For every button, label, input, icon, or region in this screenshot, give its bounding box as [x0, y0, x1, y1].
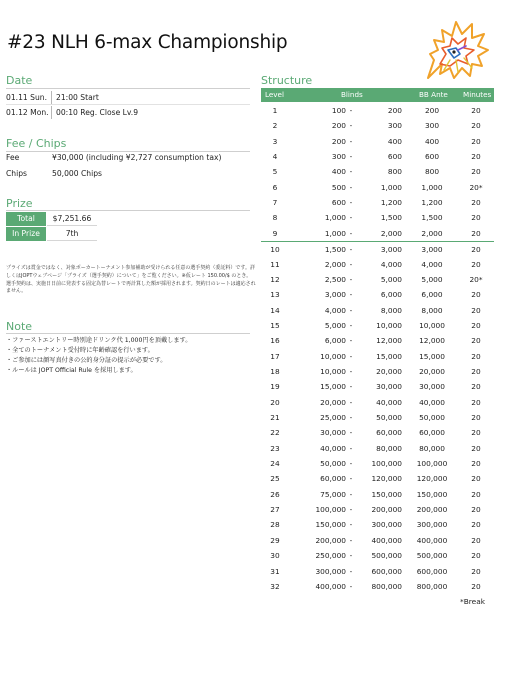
- minutes-cell: 20: [471, 566, 481, 576]
- big-blind-cell: 80,000: [376, 443, 402, 453]
- fee-heading: Fee / Chips: [6, 137, 67, 150]
- small-blind-cell: 75,000: [320, 489, 346, 499]
- flame-creature-logo: [420, 14, 492, 84]
- table-row: [261, 210, 494, 225]
- big-blind-cell: 200,000: [371, 505, 402, 515]
- blind-dash: -: [349, 245, 353, 255]
- table-row: [261, 287, 494, 302]
- minutes-cell: 20: [471, 382, 481, 392]
- bb-ante-cell: 50,000: [419, 413, 445, 422]
- small-blind-cell: 200,000: [315, 535, 346, 545]
- small-blind-cell: 5,000: [324, 320, 346, 330]
- small-blind-cell: 400,000: [315, 581, 346, 591]
- level-cell: 21: [270, 413, 280, 422]
- small-blind-cell: 300: [331, 152, 346, 162]
- row-separator: [51, 106, 52, 119]
- blind-dash: -: [349, 382, 353, 392]
- table-row: [261, 517, 494, 532]
- prize-total-label: Total: [6, 212, 46, 226]
- date-day: 01.11 Sun.: [6, 93, 48, 102]
- minutes-cell: 20: [471, 535, 481, 545]
- prize-inprize-label: In Prize: [6, 227, 46, 241]
- big-blind-cell: 600: [387, 152, 402, 162]
- note-item: ・ファーストエントリー時別途ドリンク代 1,000円を頂戴します。: [6, 337, 192, 344]
- fee-value: ¥30,000 (including ¥2,727 consumption tax): [52, 153, 222, 162]
- bb-ante-cell: 2,000: [421, 228, 443, 238]
- bb-ante-cell: 15,000: [419, 351, 445, 361]
- blind-dash: -: [349, 581, 353, 591]
- prize-disclaimer: プライズは賞金ではなく、対象ポーカートーナメント参加補助が受けられる任意の選手契約（委託料）です。詳しくはJOPTウェブページ「プライズ（選手契約）について」をご覧ください。※仮レート 150.00/$ のとき。選手契約は、実施日日前に発表する固定為替レートで再計算した額が採用されます。契約日のレートは適応されません。: [6, 265, 256, 295]
- minutes-cell: 20: [471, 228, 481, 238]
- level-cell: 22: [270, 428, 280, 438]
- small-blind-cell: 2,000: [324, 259, 346, 269]
- level-cell: 20: [270, 397, 280, 407]
- blind-dash: -: [349, 167, 353, 177]
- bb-ante-cell: 6,000: [421, 290, 443, 300]
- small-blind-cell: 100: [331, 106, 346, 115]
- bb-ante-cell: 20,000: [419, 366, 445, 376]
- table-row: [261, 548, 494, 563]
- bb-ante-cell: 80,000: [419, 443, 445, 453]
- bb-ante-cell: 400: [424, 136, 440, 146]
- blind-dash: -: [349, 228, 353, 238]
- small-blind-cell: 300,000: [315, 566, 346, 576]
- big-blind-cell: 1,200: [380, 198, 402, 208]
- small-blind-cell: 500: [331, 182, 346, 192]
- big-blind-cell: 6,000: [380, 290, 402, 300]
- table-row: [261, 471, 494, 486]
- bb-ante-cell: 30,000: [419, 382, 445, 392]
- table-row: [261, 425, 494, 440]
- table-row: [261, 226, 494, 241]
- blind-dash: -: [349, 182, 353, 192]
- blind-dash: -: [349, 505, 353, 515]
- bb-ante-cell: 400,000: [416, 535, 448, 545]
- table-row: [261, 118, 494, 133]
- big-blind-cell: 15,000: [376, 351, 402, 361]
- fee-label: Fee: [6, 153, 20, 162]
- blind-dash: -: [349, 366, 353, 376]
- small-blind-cell: 600: [331, 198, 346, 208]
- blind-dash: -: [349, 136, 353, 146]
- minutes-cell: 20: [471, 259, 481, 269]
- small-blind-cell: 10,000: [320, 351, 346, 361]
- level-cell: 28: [270, 520, 280, 530]
- level-cell: 19: [270, 382, 280, 392]
- minutes-cell: 20: [471, 459, 481, 469]
- minutes-cell: 20: [471, 152, 481, 162]
- blind-dash: -: [349, 397, 353, 407]
- blind-dash: -: [349, 305, 353, 315]
- minutes-cell: 20: [471, 136, 481, 146]
- bb-ante-cell: 3,000: [421, 245, 443, 255]
- big-blind-cell: 10,000: [376, 320, 402, 330]
- date-info: 00:10 Reg. Close Lv.9: [56, 108, 139, 117]
- big-blind-cell: 50,000: [376, 413, 402, 422]
- level-cell: 30: [270, 551, 280, 561]
- col-blinds: Blinds: [341, 90, 363, 99]
- big-blind-cell: 800,000: [371, 581, 402, 591]
- chips-value: 50,000 Chips: [52, 169, 102, 178]
- level-cell: 15: [270, 320, 280, 330]
- table-row: [261, 149, 494, 164]
- table-row: [261, 164, 494, 179]
- prize-total-value: $7,251.66: [47, 212, 97, 226]
- table-row: [261, 395, 494, 410]
- level-cell: 11: [270, 259, 280, 269]
- blind-dash: -: [349, 459, 353, 469]
- big-blind-cell: 30,000: [376, 382, 402, 392]
- minutes-cell: 20: [471, 581, 481, 591]
- minutes-cell: 20: [471, 305, 481, 315]
- blind-dash: -: [349, 520, 353, 530]
- blind-dash: -: [349, 474, 353, 484]
- big-blind-cell: 60,000: [376, 428, 402, 438]
- blind-dash: -: [349, 198, 353, 208]
- level-cell: 29: [270, 535, 280, 545]
- level-cell: 31: [270, 566, 280, 576]
- small-blind-cell: 50,000: [320, 459, 346, 469]
- level-cell: 10: [270, 245, 280, 255]
- small-blind-cell: 100,000: [315, 505, 346, 515]
- level-cell: 9: [272, 228, 278, 238]
- minutes-cell: 20: [471, 121, 481, 131]
- table-row: [261, 241, 494, 256]
- bb-ante-cell: 300,000: [416, 520, 448, 530]
- table-row: [261, 303, 494, 318]
- bb-ante-cell: 40,000: [419, 397, 445, 407]
- blind-dash: -: [349, 290, 353, 300]
- table-row: [261, 318, 494, 333]
- level-cell: 32: [270, 581, 280, 591]
- col-ante: BB Ante: [419, 90, 448, 99]
- big-blind-cell: 20,000: [376, 366, 402, 376]
- big-blind-cell: 40,000: [376, 397, 402, 407]
- note-heading: Note: [6, 320, 33, 333]
- level-cell: 2: [272, 121, 278, 131]
- minutes-cell: 20: [471, 198, 481, 208]
- table-row: [261, 410, 494, 425]
- date-divider: [6, 88, 250, 89]
- minutes-cell: 20: [471, 245, 481, 255]
- big-blind-cell: 150,000: [371, 489, 402, 499]
- bb-ante-cell: 500,000: [416, 551, 448, 561]
- small-blind-cell: 40,000: [320, 443, 346, 453]
- prize-total-row: [6, 212, 97, 226]
- minutes-cell: 20: [471, 167, 481, 177]
- small-blind-cell: 10,000: [320, 366, 346, 376]
- small-blind-cell: 2,500: [324, 274, 346, 284]
- blind-dash: -: [349, 320, 353, 330]
- minutes-cell: 20: [471, 443, 481, 453]
- small-blind-cell: 4,000: [324, 305, 346, 315]
- minutes-cell: 20: [471, 428, 481, 438]
- blind-dash: -: [349, 566, 353, 576]
- table-row: [261, 441, 494, 456]
- note-item: ・全てのトーナメント受付時に年齢確認を行います。: [6, 347, 154, 354]
- small-blind-cell: 1,500: [324, 245, 346, 255]
- level-cell: 4: [272, 152, 278, 162]
- big-blind-cell: 1,500: [380, 213, 402, 223]
- date-info: 21:00 Start: [56, 93, 99, 102]
- blind-dash: -: [349, 152, 353, 162]
- small-blind-cell: 1,000: [324, 213, 346, 223]
- level-cell: 23: [270, 443, 280, 453]
- level-cell: 16: [270, 336, 280, 346]
- minutes-cell: 20: [471, 520, 481, 530]
- break-note: *Break: [460, 597, 485, 606]
- blind-dash: -: [349, 413, 353, 422]
- bb-ante-cell: 600: [424, 152, 440, 162]
- note-list: [6, 336, 256, 376]
- table-row: [261, 379, 494, 394]
- small-blind-cell: 25,000: [320, 413, 346, 422]
- small-blind-cell: 400: [331, 167, 346, 177]
- blind-dash: -: [349, 428, 353, 438]
- big-blind-cell: 400: [387, 136, 402, 146]
- blind-dash: -: [349, 121, 353, 131]
- table-row: [261, 180, 494, 195]
- small-blind-cell: 250,000: [315, 551, 346, 561]
- prize-inprize-value: 7th: [47, 227, 97, 241]
- structure-table-header: [261, 88, 494, 102]
- big-blind-cell: 300: [387, 121, 402, 131]
- col-level: Level: [265, 90, 284, 99]
- level-cell: 5: [272, 167, 278, 177]
- big-blind-cell: 300,000: [371, 520, 402, 530]
- minutes-cell: 20: [471, 474, 481, 484]
- row-separator: [51, 91, 52, 104]
- blind-dash: -: [349, 274, 353, 284]
- level-cell: 24: [270, 459, 280, 469]
- table-row: [261, 579, 494, 594]
- minutes-cell: 20: [471, 351, 481, 361]
- note-item: ・ルールは JOPT Official Rule を採用します。: [6, 367, 137, 374]
- table-row: [261, 257, 494, 272]
- bb-ante-cell: 300: [424, 121, 440, 131]
- table-row: [261, 272, 494, 287]
- table-row: [261, 195, 494, 210]
- minutes-cell: 20: [471, 106, 481, 115]
- big-blind-cell: 1,000: [380, 182, 402, 192]
- big-blind-cell: 5,000: [380, 274, 402, 284]
- bb-ante-cell: 100,000: [416, 459, 448, 469]
- small-blind-cell: 15,000: [320, 382, 346, 392]
- minutes-cell: 20: [471, 397, 481, 407]
- minutes-cell: 20: [471, 320, 481, 330]
- big-blind-cell: 4,000: [380, 259, 402, 269]
- blind-dash: -: [349, 443, 353, 453]
- small-blind-cell: 3,000: [324, 290, 346, 300]
- minutes-cell: 20: [471, 336, 481, 346]
- bb-ante-cell: 800: [424, 167, 440, 177]
- blind-dash: -: [349, 351, 353, 361]
- big-blind-cell: 800: [387, 167, 402, 177]
- note-item: ・ご参加には顔写真付きの公的身分証の提示が必要です。: [6, 357, 167, 364]
- blind-dash: -: [349, 489, 353, 499]
- bb-ante-cell: 4,000: [421, 259, 443, 269]
- level-cell: 25: [270, 474, 280, 484]
- big-blind-cell: 3,000: [380, 245, 402, 255]
- small-blind-cell: 1,000: [324, 228, 346, 238]
- table-row: [261, 134, 494, 149]
- blind-dash: -: [349, 259, 353, 269]
- small-blind-cell: 200: [331, 121, 346, 131]
- big-blind-cell: 400,000: [371, 535, 402, 545]
- small-blind-cell: 30,000: [320, 428, 346, 438]
- prize-heading: Prize: [6, 197, 33, 210]
- blind-dash: -: [349, 551, 353, 561]
- fee-row: [6, 150, 250, 165]
- minutes-cell: 20: [471, 505, 481, 515]
- bb-ante-cell: 800,000: [416, 581, 448, 591]
- minutes-cell: 20: [471, 290, 481, 300]
- small-blind-cell: 60,000: [320, 474, 346, 484]
- big-blind-cell: 200: [387, 106, 402, 115]
- level-cell: 8: [272, 213, 278, 223]
- bb-ante-cell: 200: [424, 106, 440, 115]
- level-cell: 18: [270, 366, 280, 376]
- bb-ante-cell: 10,000: [419, 320, 445, 330]
- blind-dash: -: [349, 336, 353, 346]
- bb-ante-cell: 1,500: [421, 213, 443, 223]
- table-row: [261, 333, 494, 348]
- table-row: [261, 487, 494, 502]
- minutes-cell: 20: [471, 366, 481, 376]
- level-cell: 13: [270, 290, 280, 300]
- bb-ante-cell: 60,000: [419, 428, 445, 438]
- blind-dash: -: [349, 535, 353, 545]
- level-cell: 17: [270, 351, 280, 361]
- bb-ante-cell: 200,000: [416, 505, 448, 515]
- big-blind-cell: 12,000: [376, 336, 402, 346]
- table-row: [261, 533, 494, 548]
- date-heading: Date: [6, 74, 33, 87]
- level-cell: 3: [272, 136, 278, 146]
- small-blind-cell: 150,000: [315, 520, 346, 530]
- col-minutes: Minutes: [463, 90, 492, 99]
- level-cell: 27: [270, 505, 280, 515]
- bb-ante-cell: 600,000: [416, 566, 448, 576]
- structure-heading: Structure: [261, 74, 313, 87]
- bb-ante-cell: 120,000: [416, 474, 448, 484]
- small-blind-cell: 20,000: [320, 397, 346, 407]
- table-row: [261, 456, 494, 471]
- minutes-cell: 20*: [469, 274, 483, 284]
- date-row: [6, 105, 250, 120]
- level-cell: 7: [272, 198, 278, 208]
- bb-ante-cell: 150,000: [416, 489, 448, 499]
- minutes-cell: 20: [471, 213, 481, 223]
- level-cell: 26: [270, 489, 280, 499]
- small-blind-cell: 6,000: [324, 336, 346, 346]
- blind-dash: -: [349, 213, 353, 223]
- prize-divider: [6, 210, 250, 211]
- bb-ante-cell: 1,200: [421, 198, 443, 208]
- big-blind-cell: 100,000: [371, 459, 402, 469]
- table-row: [261, 564, 494, 579]
- level-cell: 12: [270, 274, 280, 284]
- bb-ante-cell: 12,000: [419, 336, 445, 346]
- level-cell: 1: [272, 106, 278, 115]
- chips-label: Chips: [6, 169, 28, 178]
- chips-row: [6, 166, 250, 181]
- level-cell: 14: [270, 305, 280, 315]
- big-blind-cell: 120,000: [371, 474, 402, 484]
- bb-ante-cell: 1,000: [421, 182, 443, 192]
- bb-ante-cell: 8,000: [421, 305, 443, 315]
- minutes-cell: 20: [471, 489, 481, 499]
- small-blind-cell: 200: [331, 136, 346, 146]
- table-row: [261, 502, 494, 517]
- big-blind-cell: 500,000: [371, 551, 402, 561]
- blind-dash: -: [349, 106, 353, 115]
- date-row: [6, 90, 250, 105]
- minutes-cell: 20: [471, 551, 481, 561]
- date-day: 01.12 Mon.: [6, 108, 49, 117]
- minutes-cell: 20: [471, 413, 481, 422]
- level-cell: 6: [272, 182, 278, 192]
- big-blind-cell: 600,000: [371, 566, 402, 576]
- note-divider: [6, 333, 250, 334]
- table-row: [261, 364, 494, 379]
- bb-ante-cell: 5,000: [421, 274, 443, 284]
- table-row: [261, 349, 494, 364]
- page-title: #23 NLH 6-max Championship: [7, 32, 288, 53]
- big-blind-cell: 8,000: [380, 305, 402, 315]
- table-row: [261, 103, 494, 118]
- big-blind-cell: 2,000: [380, 228, 402, 238]
- minutes-cell: 20*: [469, 182, 483, 192]
- prize-inprize-row: [6, 227, 97, 241]
